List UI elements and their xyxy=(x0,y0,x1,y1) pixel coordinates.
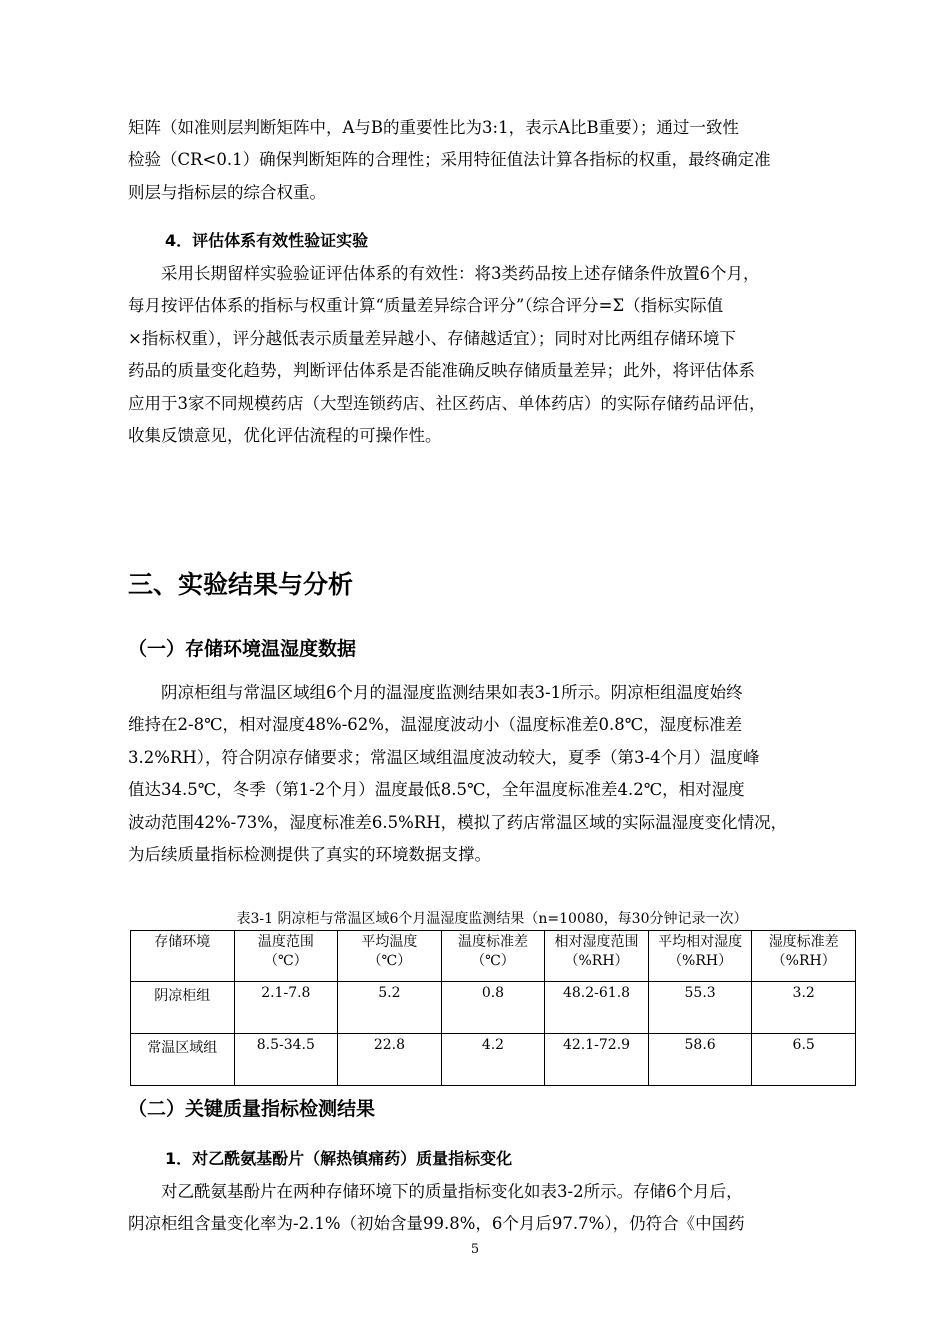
text-line: ×指标权重），评分越低表示质量差异越小、存储越适宜）；同时对比两组存储环境下 xyxy=(128,328,736,348)
text-line: 则层与指标层的综合权重。 xyxy=(128,182,326,202)
text-line: 采用长期留样实验验证评估体系的有效性：将3类药品按上述存储条件放置6个月， xyxy=(128,264,760,283)
text-line: 检验（CR<0.1）确保判断矩阵的合理性；采用特征值法计算各指标的权重，最终确定准 xyxy=(128,150,771,170)
table-header-row xyxy=(131,931,856,982)
table-cell: 48.2-61.8 xyxy=(545,982,649,1034)
table-row xyxy=(131,982,856,1034)
table-cell: 2.1-7.8 xyxy=(234,982,338,1034)
monitoring-table xyxy=(130,930,856,1086)
table-cell: 22.8 xyxy=(338,1034,442,1086)
table-caption: 表3-1 阴凉柜与常温区域6个月温湿度监测结果（n=10080，每30分钟记录一次） xyxy=(236,911,748,927)
table-header-cell: 湿度标准差 （%RH） xyxy=(752,931,856,982)
text-line: 应用于3家不同规模药店（大型连锁药店、社区药店、单体药店）的实际存储药品评估， xyxy=(128,393,766,413)
heading-acetaminophen: 1．对乙酰氨基酚片（解热镇痛药）质量指标变化 xyxy=(165,1149,513,1168)
table-header-cell: 温度范围 （℃） xyxy=(234,931,338,982)
table-cell: 常温区域组 xyxy=(131,1034,235,1086)
page-number: 5 xyxy=(470,1242,480,1257)
text-line: 维持在2-8℃，相对湿度48%-62%，温湿度波动小（温度标准差0.8℃，湿度标准差 xyxy=(128,715,743,735)
table-cell: 3.2 xyxy=(752,982,856,1034)
text-line: 波动范围42%-73%，湿度标准差6.5%RH，模拟了药店常温区域的实际温湿度变化情况， xyxy=(128,812,788,832)
text-line: 对乙酰氨基酚片在两种存储环境下的质量指标变化如表3-2所示。存储6个月后， xyxy=(128,1182,743,1201)
text-line: 阴凉柜组含量变化率为-2.1%（初始含量99.8%，6个月后97.7%），仍符合《中国药 xyxy=(128,1214,745,1234)
subsection-title-environment: （一）存储环境温湿度数据 xyxy=(128,638,357,660)
table-cell: 0.8 xyxy=(441,982,545,1034)
text-line: 阴凉柜组与常温区域组6个月的温湿度监测结果如表3-1所示。阴凉柜组温度始终 xyxy=(128,683,743,702)
validation-paragraph xyxy=(128,258,870,452)
table-cell: 阴凉柜组 xyxy=(131,982,235,1034)
table-header-cell: 平均相对湿度 （%RH） xyxy=(648,931,752,982)
table-cell: 55.3 xyxy=(648,982,752,1034)
text-line: 3.2%RH），符合阴凉存储要求；常温区域组温度波动较大，夏季（第3-4个月）温度峰 xyxy=(128,747,760,767)
table-cell: 42.1-72.9 xyxy=(545,1034,649,1086)
table-header-cell: 平均温度 （℃） xyxy=(338,931,442,982)
text-line: 矩阵（如准则层判断矩阵中，A与B的重要性比为3:1，表示A比B重要）；通过一致性 xyxy=(128,118,739,137)
table-cell: 4.2 xyxy=(441,1034,545,1086)
table-cell: 8.5-34.5 xyxy=(234,1034,338,1086)
text-line: 每月按评估体系的指标与权重计算“质量差异综合评分”（综合评分=Σ（指标实际值 xyxy=(128,296,724,316)
section-title: 三、实验结果与分析 xyxy=(128,570,354,599)
results-paragraph xyxy=(128,1176,870,1241)
text-line: 为后续质量指标检测提供了真实的环境数据支撑。 xyxy=(128,845,491,865)
text-line: 药品的质量变化趋势，判断评估体系是否能准确反映存储质量差异；此外，将评估体系 xyxy=(128,361,755,381)
heading-validation: 4．评估体系有效性验证实验 xyxy=(165,231,369,250)
table-cell: 58.6 xyxy=(648,1034,752,1086)
table-header-cell: 相对湿度范围 （%RH） xyxy=(545,931,649,982)
table-header-cell: 温度标准差 （℃） xyxy=(441,931,545,982)
table-cell: 5.2 xyxy=(338,982,442,1034)
environment-paragraph xyxy=(128,677,870,871)
table-row xyxy=(131,1034,856,1086)
subsection-title-quality: （二）关键质量指标检测结果 xyxy=(128,1098,376,1120)
top-paragraph xyxy=(128,112,870,209)
text-line: 值达34.5℃，冬季（第1-2个月）温度最低8.5℃，全年温度标准差4.2℃，相对湿度 xyxy=(128,780,745,800)
text-line: 收集反馈意见，优化评估流程的可操作性。 xyxy=(128,426,442,446)
table-cell: 6.5 xyxy=(752,1034,856,1086)
table-header-cell: 存储环境 xyxy=(131,931,235,982)
